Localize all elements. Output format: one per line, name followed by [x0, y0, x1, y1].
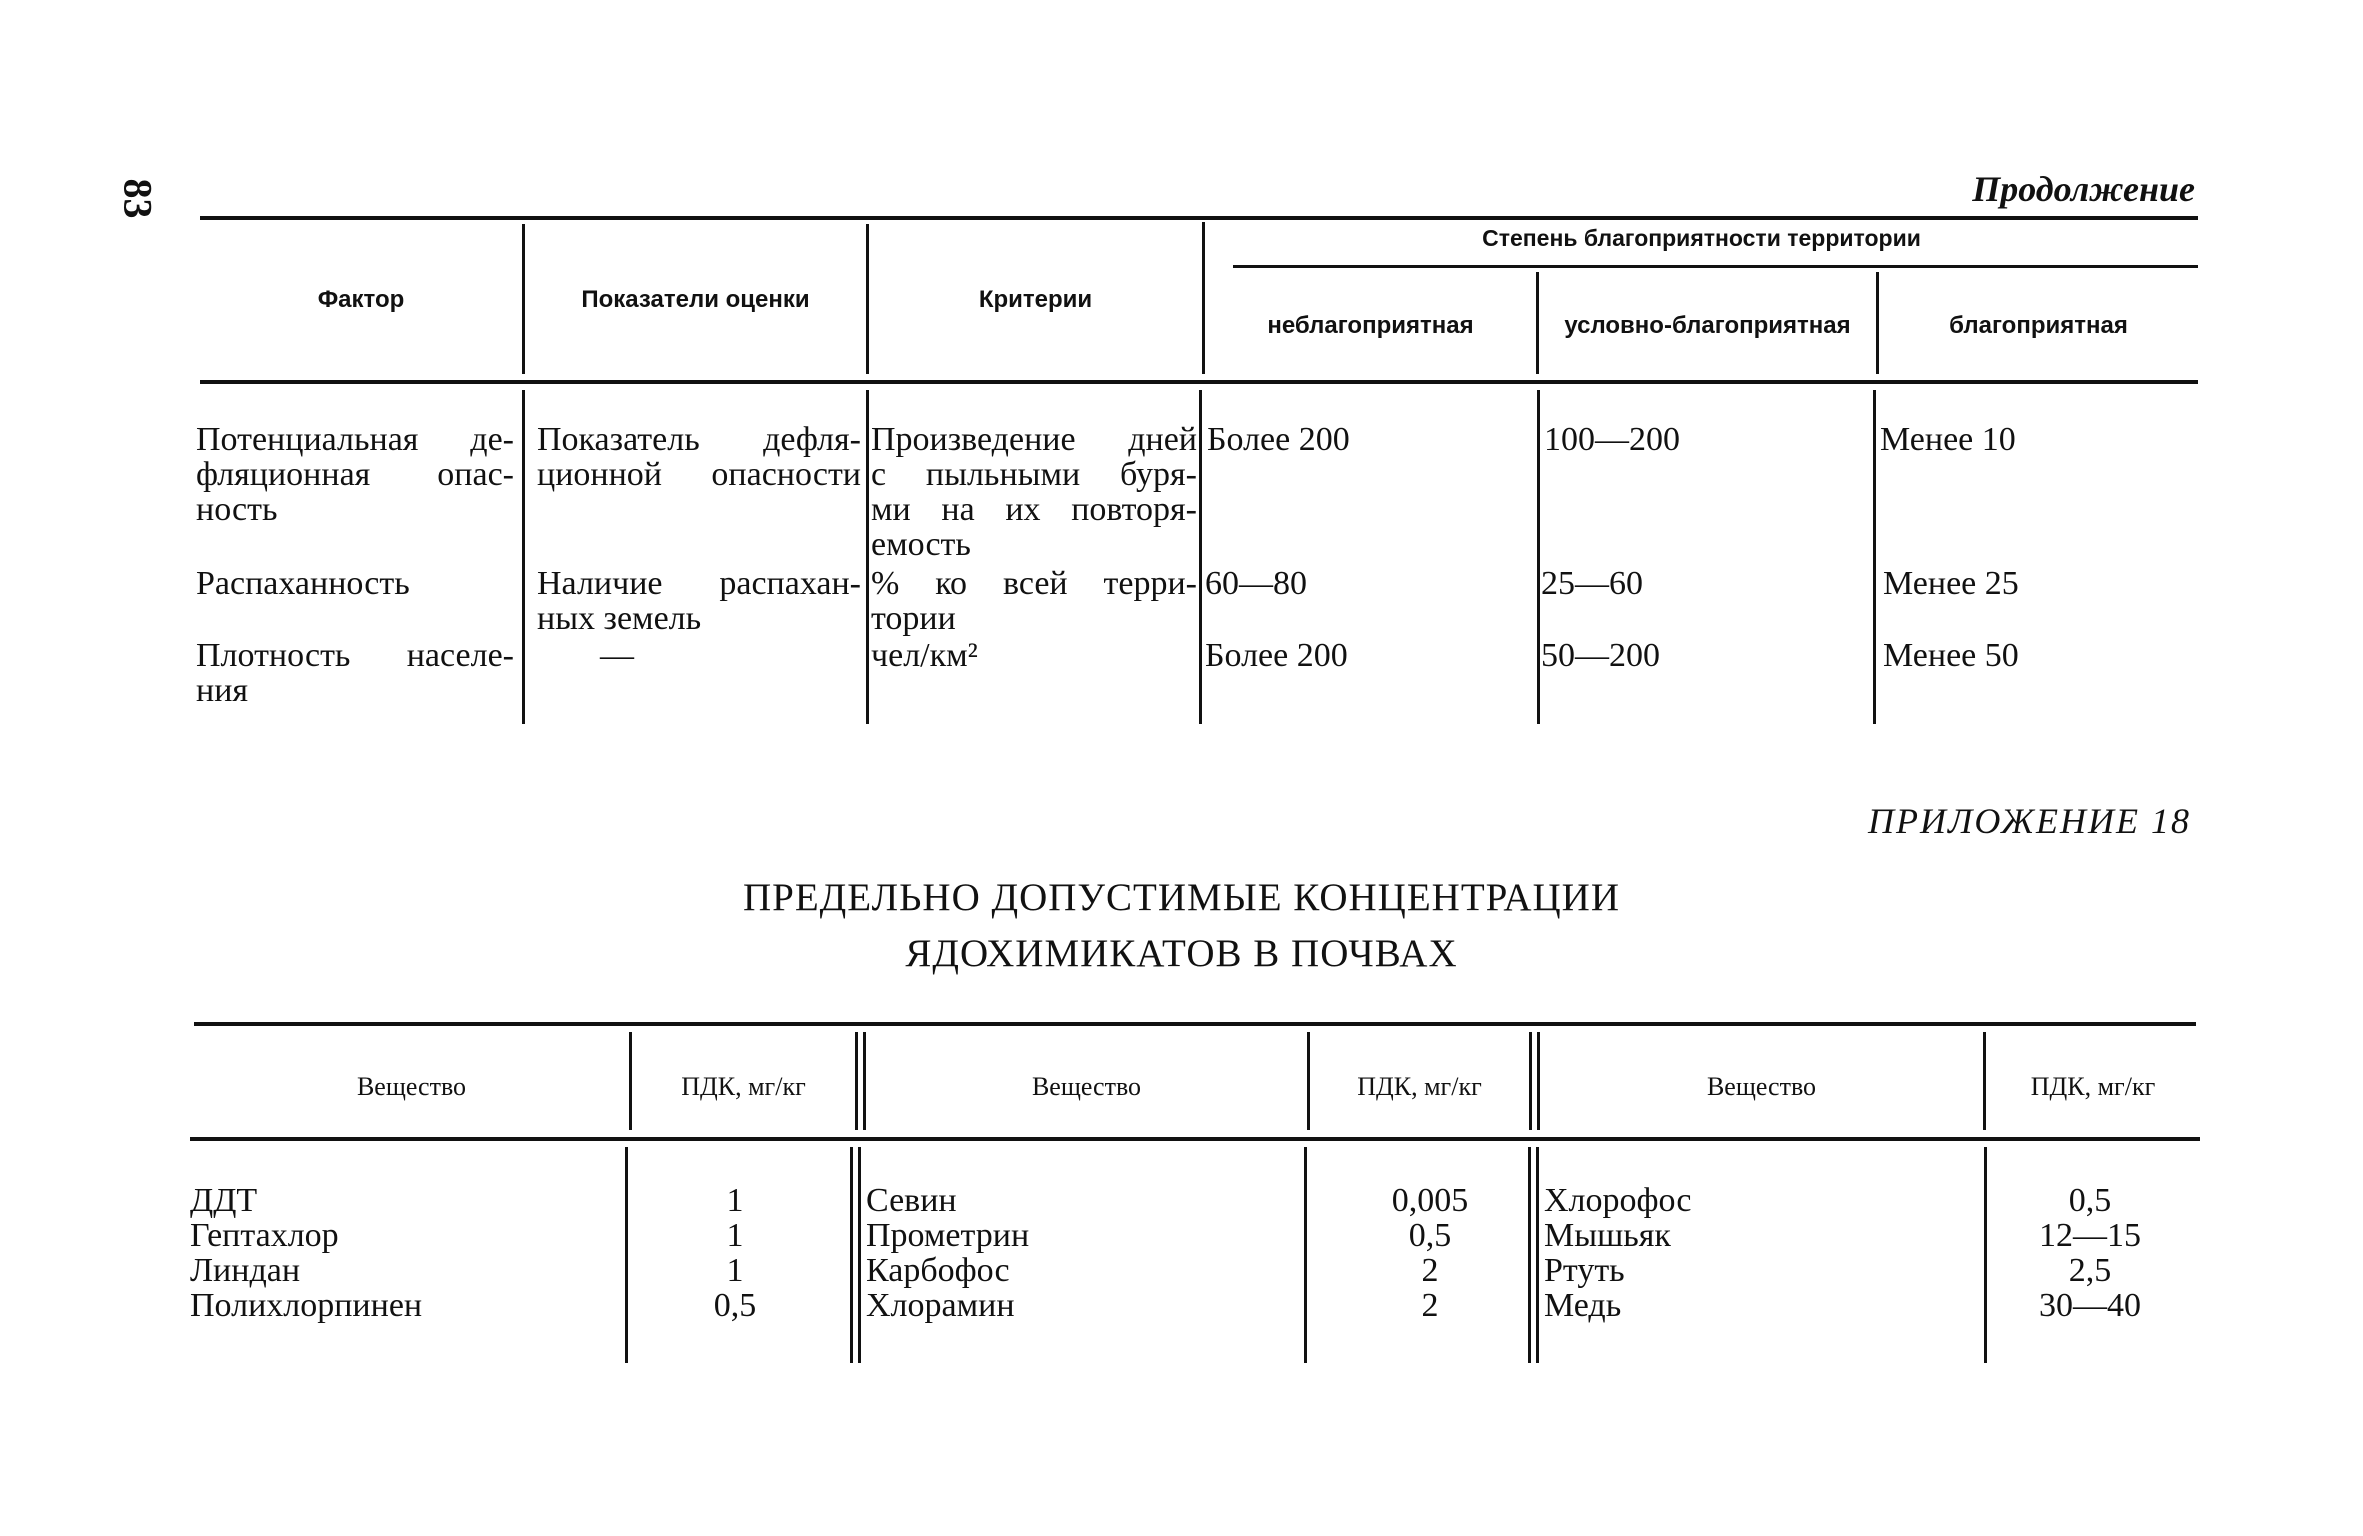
row2-criterion: % ко всей терри- тории — [871, 565, 1197, 637]
header-criteria: Критерии — [978, 286, 1093, 313]
row2-factor: Распаханность — [196, 565, 410, 602]
header-substance-2: Вещество — [1031, 1072, 1142, 1101]
appendix-label: ПРИЛОЖЕНИЕ 18 — [1868, 801, 2191, 841]
row1-favorable: Менее 10 — [1880, 421, 2016, 458]
list-item: Медь — [1544, 1287, 1622, 1324]
row3-factor: Плотность населе- ния — [196, 637, 514, 709]
row1-unfavorable: Более 200 — [1207, 421, 1350, 458]
row1-factor: Потенциальная де- фляционная опас- ность — [196, 421, 514, 528]
table1-header-rule — [200, 380, 2198, 384]
row2-unfavorable: 60—80 — [1205, 565, 1307, 602]
pdk-list-1: 1 1 1 0,5 — [713, 1182, 757, 1324]
row1-indicator: Показатель дефля- ционной опасности — [537, 421, 861, 493]
row2-conditional: 25—60 — [1541, 565, 1643, 602]
list-item: ДДТ — [190, 1182, 258, 1219]
list-item: Прометрин — [866, 1217, 1030, 1254]
appendix-title-line2: ЯДОХИМИКАТОВ В ПОЧВАХ — [905, 932, 1458, 975]
substance-list-3 — [1544, 1183, 1692, 1323]
table1-top-rule — [200, 216, 2198, 220]
page-number: 83 — [115, 178, 161, 219]
header-substance-1: Вещество — [356, 1072, 467, 1101]
list-item: Хлорамин — [866, 1287, 1015, 1324]
row3-indicator: — — [600, 637, 634, 674]
row3-favorable: Менее 50 — [1883, 637, 2019, 674]
substance-list-2 — [866, 1183, 1029, 1323]
list-item: Линдан — [190, 1252, 301, 1289]
row1-conditional: 100—200 — [1544, 421, 1680, 458]
header-pdk-2: ПДК, мг/кг — [1357, 1072, 1482, 1101]
pdk-list-3: 0,5 12—15 2,5 30—40 — [2039, 1182, 2141, 1324]
list-item: Гептахлор — [190, 1217, 339, 1254]
list-item: Ртуть — [1544, 1252, 1625, 1289]
row3-unfavorable: Более 200 — [1205, 637, 1348, 674]
pdk-list-2: 0,005 0,5 2 2 — [1391, 1182, 1469, 1324]
row3-criterion: чел/км² — [871, 637, 978, 674]
row1-criterion: Произведение дней с пыльными буря- ми на их повторя- емость — [871, 421, 1197, 563]
list-item: Карбофос — [866, 1252, 1010, 1289]
table1-group-rule — [1233, 265, 2198, 268]
header-unfavorable: неблагоприятная — [1267, 312, 1474, 339]
header-favorability-group: Степень благоприятности территории — [1482, 225, 1921, 251]
header-pdk-1: ПДК, мг/кг — [681, 1072, 806, 1101]
row3-conditional: 50—200 — [1541, 637, 1660, 674]
row2-favorable: Менее 25 — [1883, 565, 2019, 602]
header-factor: Фактор — [317, 286, 405, 313]
header-pdk-3: ПДК, мг/кг — [2030, 1072, 2156, 1101]
header-conditional: условно-благоприятная — [1564, 312, 1851, 339]
header-indicators: Показатели оценки — [581, 286, 810, 313]
continuation-label: Продолжение — [1972, 169, 2195, 209]
list-item: Полихлорпинен — [190, 1287, 423, 1324]
header-substance-3: Вещество — [1706, 1072, 1817, 1101]
list-item: Хлорофос — [1544, 1182, 1692, 1219]
header-favorable: благоприятная — [1949, 312, 2128, 339]
list-item: Севин — [866, 1182, 957, 1219]
table2-top-rule — [194, 1022, 2196, 1026]
table2-header-rule — [190, 1137, 2200, 1141]
row2-indicator: Наличие распахан- ных земель — [537, 565, 861, 637]
list-item: Мышьяк — [1544, 1217, 1671, 1254]
substance-list-1 — [190, 1183, 422, 1323]
appendix-title-line1: ПРЕДЕЛЬНО ДОПУСТИМЫЕ КОНЦЕНТРАЦИИ — [742, 876, 1621, 919]
